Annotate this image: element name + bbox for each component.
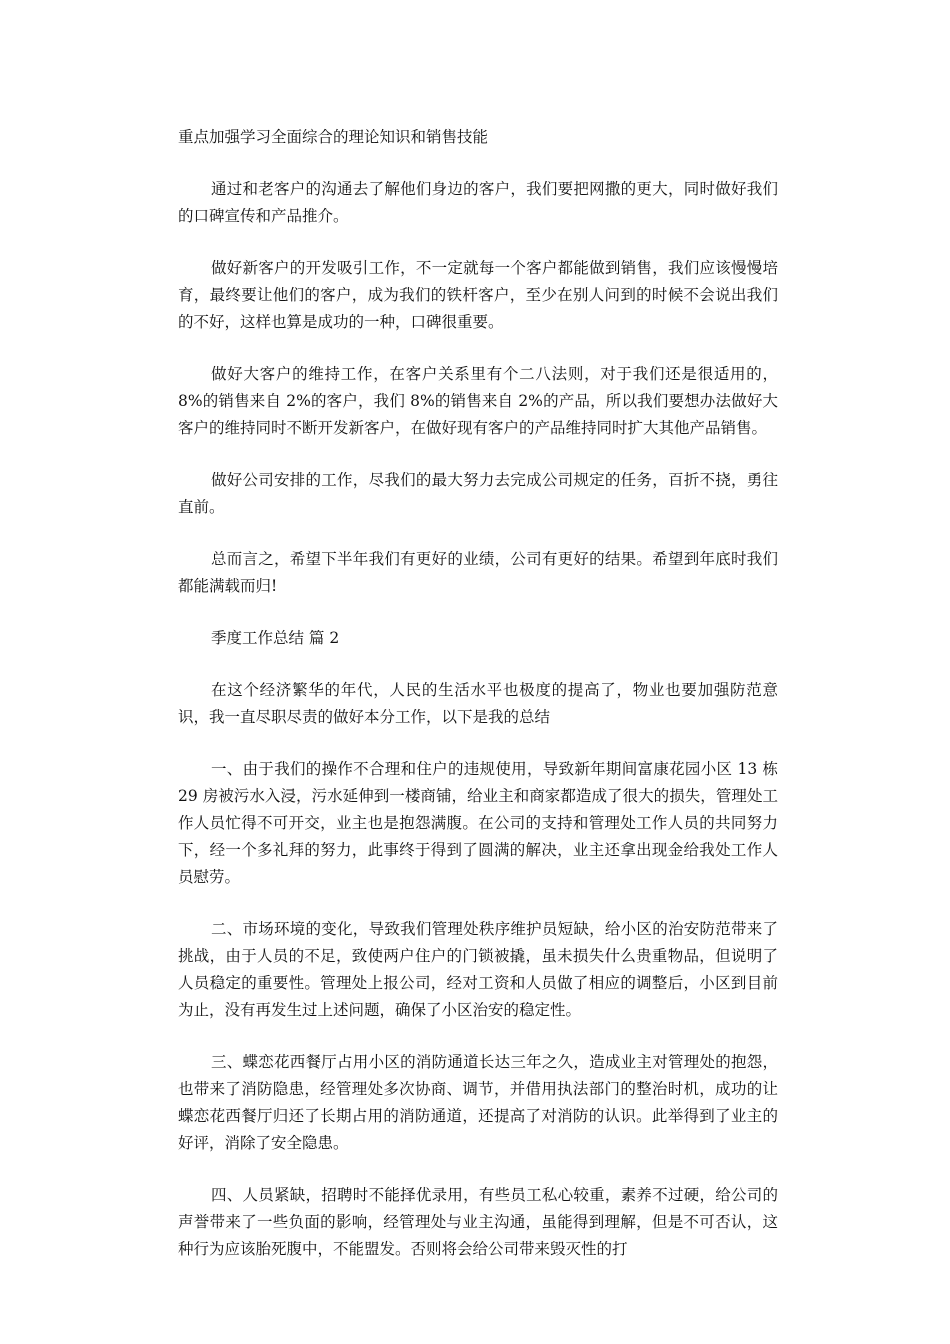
paragraph: 一、由于我们的操作不合理和住户的违规使用，导致新年期间富康花园小区 13 栋 29 房被污水入浸，污水延伸到一楼商铺，给业主和商家都造成了很大的损失，管理处工作人员忙得不可开交，业主也是抱怨满腹。在公司的支持和管理处工作人员的共同努力下，经一个多礼拜的努力，此事终于得到了圆满的解决，业主还拿出现金给我处工作人员慰劳。 <box>178 760 778 886</box>
paragraph: 在这个经济繁华的年代，人民的生活水平也极度的提高了，物业也要加强防范意识，我一直尽职尽责的做好本分工作，以下是我的总结 <box>178 681 778 726</box>
document-body <box>178 124 778 1288</box>
paragraph: 做好新客户的开发吸引工作，不一定就每一个客户都能做到销售，我们应该慢慢培育，最终要让他们的客户，成为我们的铁杆客户，至少在别人问到的时候不会说出我们的不好，这样也算是成功的一种，口碑很重要。 <box>178 259 778 331</box>
document-heading: 重点加强学习全面综合的理论知识和销售技能 <box>178 128 489 146</box>
paragraph: 做好大客户的维持工作，在客户关系里有个二八法则，对于我们还是很适用的，8%的销售来自 2%的客户，我们 8%的销售来自 2%的产品，所以我们要想办法做好大客户的维持同时不断开发新客户，在做好现有客户的产品维持同时扩大其他产品销售。 <box>178 365 778 437</box>
paragraph: 四、人员紧缺，招聘时不能择优录用，有些员工私心较重，素养不过硬，给公司的声誉带来了一些负面的影响，经管理处与业主沟通，虽能得到理解，但是不可否认，这种行为应该胎死腹中，不能盟发。否则将会给公司带来毁灭性的打 <box>178 1186 778 1258</box>
paragraph: 三、蝶恋花西餐厅占用小区的消防通道长达三年之久，造成业主对管理处的抱怨，也带来了消防隐患，经管理处多次协商、调节，并借用执法部门的整治时机，成功的让蝶恋花西餐厅归还了长期占用的消防通道，还提高了对消防的认识。此举得到了业主的好评，消除了安全隐患。 <box>178 1053 778 1152</box>
paragraph: 总而言之，希望下半年我们有更好的业绩，公司有更好的结果。希望到年底时我们都能满载而归! <box>178 550 778 595</box>
paragraph: 通过和老客户的沟通去了解他们身边的客户，我们要把网撒的更大，同时做好我们的口碑宣传和产品推介。 <box>178 180 778 225</box>
paragraph: 二、市场环境的变化，导致我们管理处秩序维护员短缺，给小区的治安防范带来了挑战，由于人员的不足，致使两户住户的门锁被撬，虽未损失什么贵重物品，但说明了人员稳定的重要性。管理处上报公司，经对工资和人员做了相应的调整后，小区到目前为止，没有再发生过上述问题，确保了小区治安的稳定性。 <box>178 920 778 1019</box>
paragraph: 做好公司安排的工作，尽我们的最大努力去完成公司规定的任务，百折不挠，勇往直前。 <box>178 471 778 516</box>
section-title: 季度工作总结 篇 2 <box>211 629 340 647</box>
